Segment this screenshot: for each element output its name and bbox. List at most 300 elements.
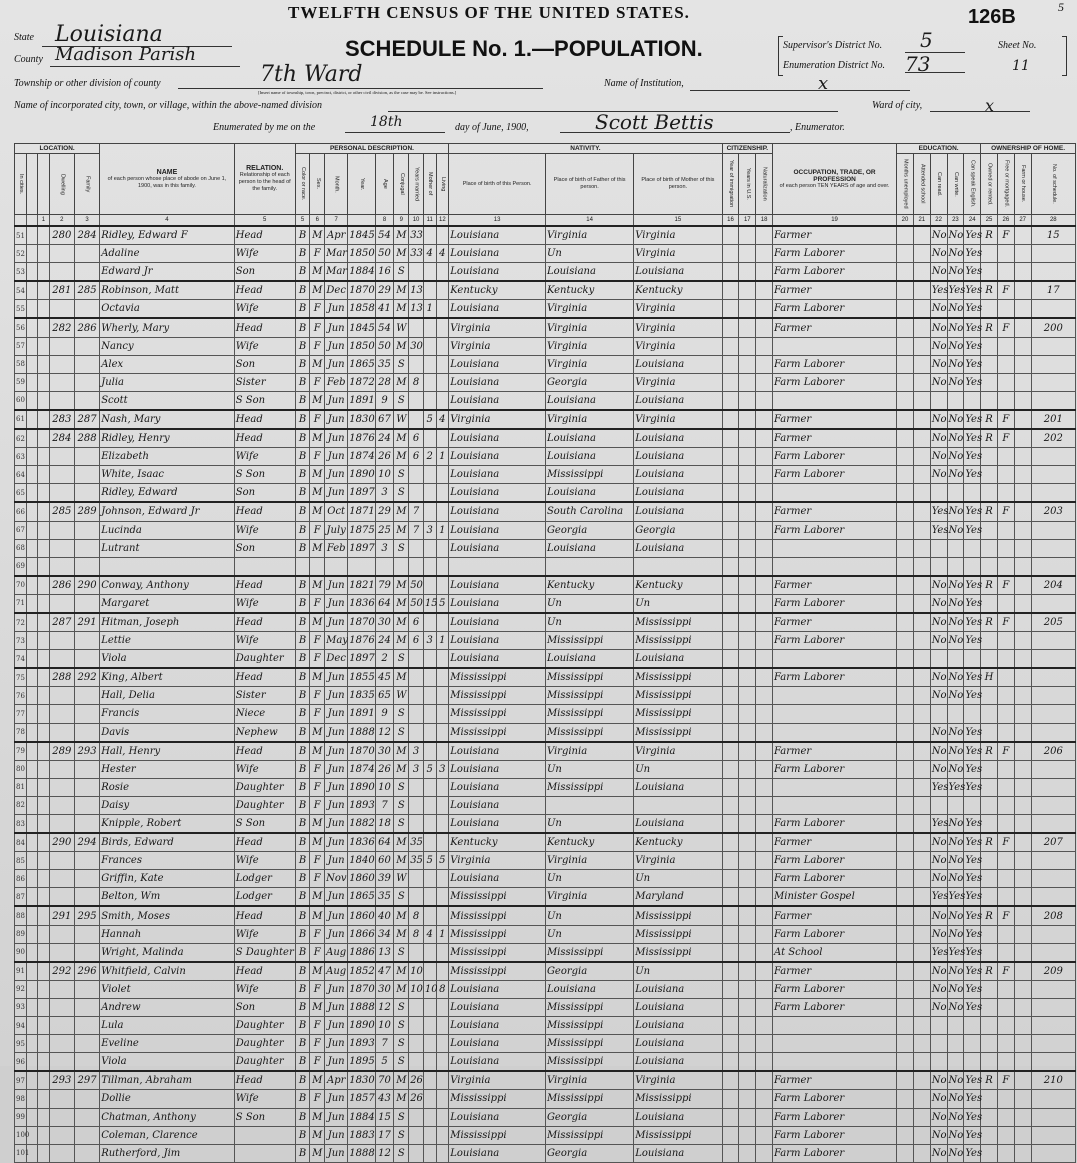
birthplace: Mississippi <box>449 687 546 705</box>
group-education: EDUCATION. <box>897 144 981 154</box>
empty-cell <box>1014 888 1031 907</box>
empty-cell <box>756 815 773 834</box>
conjugal: M <box>394 852 409 870</box>
father-birthplace: Georgia <box>545 521 633 539</box>
can-read: Yes <box>930 521 947 539</box>
mother-birthplace: Virginia <box>634 852 722 870</box>
can-read: No <box>930 632 947 650</box>
sex: F <box>310 300 325 319</box>
dwelling-number <box>49 448 74 466</box>
birth-month: Jun <box>325 705 348 723</box>
free-mortgaged <box>997 521 1014 539</box>
birth-month: Aug <box>325 943 348 962</box>
free-mortgaged: F <box>997 502 1014 521</box>
empty-cell <box>897 650 914 669</box>
speaks-english <box>964 539 981 557</box>
speaks-english: Yes <box>964 448 981 466</box>
line-number: 91 <box>15 962 27 981</box>
empty-cell <box>38 1053 50 1072</box>
birth-month: Jun <box>325 429 348 448</box>
family-number: 286 <box>74 318 99 337</box>
birthplace: Mississippi <box>449 705 546 723</box>
occupation: Farmer <box>773 576 897 595</box>
age: 35 <box>375 355 394 373</box>
empty-cell <box>26 668 38 687</box>
person-name: Alex <box>100 355 235 373</box>
birth-year: 1886 <box>348 943 375 962</box>
can-read: Yes <box>930 815 947 834</box>
empty-cell <box>913 594 930 613</box>
conjugal: S <box>394 355 409 373</box>
empty-cell <box>38 318 50 337</box>
col-month: Month. <box>325 154 348 215</box>
age: 70 <box>375 1071 394 1090</box>
dwelling-number <box>49 373 74 391</box>
can-write: No <box>947 925 964 943</box>
can-write: No <box>947 245 964 263</box>
column-number: 3 <box>74 215 99 227</box>
schedule-number <box>1031 632 1075 650</box>
sex: M <box>310 962 325 981</box>
relation: Sister <box>234 373 295 391</box>
children-living: 1 <box>436 521 449 539</box>
can-write: No <box>947 502 964 521</box>
empty-cell <box>897 263 914 282</box>
empty-cell <box>1014 410 1031 429</box>
birth-year: 1876 <box>348 632 375 650</box>
birth-year: 1893 <box>348 1035 375 1053</box>
age: 79 <box>375 576 394 595</box>
age: 41 <box>375 300 394 319</box>
mother-birthplace: Louisiana <box>634 1035 722 1053</box>
empty-cell <box>26 373 38 391</box>
mother-birthplace: Virginia <box>634 226 722 245</box>
dwelling-number <box>49 888 74 907</box>
mother-of <box>423 742 436 761</box>
person-name: Wherly, Mary <box>100 318 235 337</box>
col-family: Family <box>74 154 99 215</box>
birthplace: Mississippi <box>449 668 546 687</box>
owned-rented: R <box>981 833 998 852</box>
conjugal: W <box>394 870 409 888</box>
empty-cell <box>1014 943 1031 962</box>
birth-month: July <box>325 521 348 539</box>
column-number: 9 <box>394 215 409 227</box>
can-read <box>930 1017 947 1035</box>
empty-cell <box>913 466 930 484</box>
mother-of <box>423 373 436 391</box>
birthplace: Virginia <box>449 1071 546 1090</box>
column-number: 10 <box>409 215 424 227</box>
owned-rented <box>981 998 998 1016</box>
empty-cell <box>38 687 50 705</box>
can-read: No <box>930 1090 947 1108</box>
free-mortgaged <box>997 668 1014 687</box>
age: 3 <box>375 484 394 503</box>
occupation: Farmer <box>773 1071 897 1090</box>
occupation: Farm Laborer <box>773 632 897 650</box>
birthplace: Virginia <box>449 318 546 337</box>
owned-rented <box>981 723 998 742</box>
line-number: 57 <box>15 337 27 355</box>
can-read <box>930 484 947 503</box>
birth-year: 1895 <box>348 1053 375 1072</box>
children-living <box>436 962 449 981</box>
occupation <box>773 1035 897 1053</box>
line-number: 73 <box>15 632 27 650</box>
can-read <box>930 1035 947 1053</box>
children-living <box>436 1017 449 1035</box>
owned-rented <box>981 705 998 723</box>
can-write: No <box>947 355 964 373</box>
empty-cell <box>897 962 914 981</box>
column-number: 28 <box>1031 215 1075 227</box>
empty-cell <box>739 888 756 907</box>
sex: M <box>310 906 325 925</box>
family-number <box>74 373 99 391</box>
occupation <box>773 391 897 410</box>
age: 25 <box>375 521 394 539</box>
father-birthplace: Un <box>545 613 633 632</box>
color: B <box>295 888 310 907</box>
can-read <box>930 796 947 814</box>
empty-cell <box>756 539 773 557</box>
col-write: Can write. <box>947 154 964 215</box>
speaks-english <box>964 557 981 576</box>
schedule-number <box>1031 1126 1075 1144</box>
empty-cell <box>722 429 739 448</box>
mother-of <box>423 613 436 632</box>
speaks-english: Yes <box>964 723 981 742</box>
years-married: 10 <box>409 980 424 998</box>
birth-month: Jun <box>325 1126 348 1144</box>
empty-cell <box>913 1035 930 1053</box>
empty-cell <box>913 925 930 943</box>
can-write: Yes <box>947 281 964 300</box>
birth-month: Jun <box>325 980 348 998</box>
empty-cell <box>38 576 50 595</box>
empty-cell <box>1014 1035 1031 1053</box>
occupation-instruction: of each person TEN YEARS of age and over. <box>779 182 890 189</box>
years-married <box>409 796 424 814</box>
person-name: Nash, Mary <box>100 410 235 429</box>
owned-rented <box>981 1126 998 1144</box>
color: B <box>295 650 310 669</box>
table-row <box>15 870 1076 888</box>
empty-cell <box>26 980 38 998</box>
children-living: 1 <box>436 925 449 943</box>
empty-cell <box>722 466 739 484</box>
empty-cell <box>38 466 50 484</box>
conjugal: S <box>394 723 409 742</box>
owned-rented <box>981 521 998 539</box>
empty-cell <box>722 300 739 319</box>
can-write: No <box>947 521 964 539</box>
conjugal: M <box>394 962 409 981</box>
schedule-number <box>1031 557 1075 576</box>
empty-cell <box>1014 448 1031 466</box>
speaks-english: Yes <box>964 1144 981 1162</box>
empty-cell <box>1014 998 1031 1016</box>
empty-cell <box>756 429 773 448</box>
birth-year: 1845 <box>348 318 375 337</box>
free-mortgaged <box>997 1035 1014 1053</box>
dwelling-number <box>49 723 74 742</box>
empty-cell <box>756 1108 773 1126</box>
empty-cell <box>756 796 773 814</box>
empty-cell <box>26 245 38 263</box>
mother-birthplace: Virginia <box>634 373 722 391</box>
years-married <box>409 557 424 576</box>
can-read: No <box>930 410 947 429</box>
can-write: No <box>947 742 964 761</box>
empty-cell <box>739 557 756 576</box>
empty-cell <box>897 466 914 484</box>
mother-of <box>423 650 436 669</box>
occupation <box>773 796 897 814</box>
group-personal: PERSONAL DESCRIPTION. <box>295 144 449 154</box>
schedule-number: 200 <box>1031 318 1075 337</box>
mother-birthplace: Kentucky <box>634 833 722 852</box>
can-read: No <box>930 245 947 263</box>
family-number: 289 <box>74 502 99 521</box>
empty-cell <box>722 448 739 466</box>
mother-birthplace: Louisiana <box>634 1108 722 1126</box>
empty-cell <box>756 521 773 539</box>
column-number: 13 <box>449 215 546 227</box>
relation: S Son <box>234 466 295 484</box>
can-read <box>930 650 947 669</box>
can-write: No <box>947 1108 964 1126</box>
mother-birthplace: Louisiana <box>634 502 722 521</box>
empty-cell <box>756 594 773 613</box>
empty-cell <box>897 1035 914 1053</box>
age: 10 <box>375 778 394 796</box>
sex: F <box>310 245 325 263</box>
person-name: Griffin, Kate <box>100 870 235 888</box>
empty-cell <box>722 650 739 669</box>
free-mortgaged <box>997 998 1014 1016</box>
owned-rented <box>981 245 998 263</box>
speaks-english: Yes <box>964 226 981 245</box>
empty-cell <box>1014 742 1031 761</box>
empty-cell <box>38 613 50 632</box>
father-birthplace: Kentucky <box>545 576 633 595</box>
schedule-number <box>1031 943 1075 962</box>
owned-rented: R <box>981 281 998 300</box>
owned-rented <box>981 687 998 705</box>
birthplace: Louisiana <box>449 815 546 834</box>
free-mortgaged: F <box>997 281 1014 300</box>
empty-cell <box>1014 539 1031 557</box>
family-number <box>74 355 99 373</box>
free-mortgaged <box>997 355 1014 373</box>
birthplace: Virginia <box>449 852 546 870</box>
family-number <box>74 998 99 1016</box>
empty-cell <box>739 962 756 981</box>
color: B <box>295 484 310 503</box>
years-married <box>409 391 424 410</box>
empty-cell <box>913 705 930 723</box>
birth-year: 1835 <box>348 687 375 705</box>
table-row <box>15 226 1076 245</box>
speaks-english: Yes <box>964 594 981 613</box>
empty-cell <box>1014 484 1031 503</box>
empty-cell <box>1014 429 1031 448</box>
ward-value: x <box>985 96 995 115</box>
owned-rented <box>981 373 998 391</box>
free-mortgaged: F <box>997 833 1014 852</box>
father-birthplace: Mississippi <box>545 998 633 1016</box>
dwelling-number: 289 <box>49 742 74 761</box>
color: B <box>295 263 310 282</box>
empty-cell <box>38 760 50 778</box>
sex: M <box>310 613 325 632</box>
can-write <box>947 557 964 576</box>
empty-cell <box>756 245 773 263</box>
empty-cell <box>897 742 914 761</box>
owned-rented: R <box>981 742 998 761</box>
empty-cell <box>739 705 756 723</box>
person-name: Edward Jr <box>100 263 235 282</box>
table-row <box>15 796 1076 814</box>
empty-cell <box>913 226 930 245</box>
relation: Head <box>234 668 295 687</box>
empty-cell <box>756 888 773 907</box>
can-read: No <box>930 576 947 595</box>
empty-cell <box>1014 300 1031 319</box>
supervisor-value: 5 <box>920 28 933 52</box>
empty-cell <box>897 539 914 557</box>
sex: F <box>310 705 325 723</box>
father-birthplace: Mississippi <box>545 466 633 484</box>
mother-birthplace <box>634 796 722 814</box>
birth-year: 1884 <box>348 1108 375 1126</box>
can-read: No <box>930 833 947 852</box>
occupation: Farmer <box>773 906 897 925</box>
children-living <box>436 998 449 1016</box>
empty-cell <box>897 391 914 410</box>
sex: F <box>310 778 325 796</box>
schedule-number: 204 <box>1031 576 1075 595</box>
empty-cell <box>1014 833 1031 852</box>
dwelling-number: 282 <box>49 318 74 337</box>
empty-cell <box>913 723 930 742</box>
empty-cell <box>897 502 914 521</box>
person-name: Whitfield, Calvin <box>100 962 235 981</box>
birth-month: Jun <box>325 742 348 761</box>
owned-rented <box>981 943 998 962</box>
owned-rented <box>981 391 998 410</box>
birth-year: 1897 <box>348 484 375 503</box>
person-name: Smith, Moses <box>100 906 235 925</box>
schedule-number: 205 <box>1031 613 1075 632</box>
enumerated-prefix: Enumerated by me on the <box>213 122 316 133</box>
years-married: 10 <box>409 962 424 981</box>
speaks-english: Yes <box>964 263 981 282</box>
free-mortgaged: F <box>997 410 1014 429</box>
empty-cell <box>26 723 38 742</box>
column-number-row <box>15 215 1076 227</box>
empty-cell <box>1014 760 1031 778</box>
family-number <box>74 448 99 466</box>
family-number: 285 <box>74 281 99 300</box>
birth-year: 1874 <box>348 760 375 778</box>
owned-rented <box>981 355 998 373</box>
schedule-number <box>1031 980 1075 998</box>
birthplace: Louisiana <box>449 373 546 391</box>
empty-cell <box>38 263 50 282</box>
occupation <box>773 337 897 355</box>
birth-month: Jun <box>325 484 348 503</box>
speaks-english: Yes <box>964 466 981 484</box>
free-mortgaged <box>997 337 1014 355</box>
relation: Son <box>234 539 295 557</box>
family-number: 293 <box>74 742 99 761</box>
line-number: 79 <box>15 742 27 761</box>
birth-year: 1860 <box>348 906 375 925</box>
children-living <box>436 484 449 503</box>
mother-of <box>423 281 436 300</box>
father-birthplace: Georgia <box>545 373 633 391</box>
col-living: Living <box>436 154 449 215</box>
color: B <box>295 576 310 595</box>
age: 12 <box>375 998 394 1016</box>
free-mortgaged <box>997 245 1014 263</box>
owned-rented <box>981 1017 998 1035</box>
children-living <box>436 281 449 300</box>
col-sex: Sex. <box>310 154 325 215</box>
empty-cell <box>756 833 773 852</box>
line-number: 80 <box>15 760 27 778</box>
table-row <box>15 687 1076 705</box>
family-number <box>74 1108 99 1126</box>
enumeration-label: Enumeration District No. <box>783 60 885 71</box>
table-row <box>15 705 1076 723</box>
children-living <box>436 263 449 282</box>
birthplace: Kentucky <box>449 281 546 300</box>
table-row <box>15 888 1076 907</box>
schedule-number <box>1031 687 1075 705</box>
free-mortgaged: F <box>997 906 1014 925</box>
empty-cell <box>38 796 50 814</box>
empty-cell <box>756 852 773 870</box>
years-married <box>409 998 424 1016</box>
empty-cell <box>913 870 930 888</box>
line-number: 74 <box>15 650 27 669</box>
empty-cell <box>897 484 914 503</box>
mother-of: 4 <box>423 925 436 943</box>
table-row <box>15 632 1076 650</box>
empty-cell <box>722 943 739 962</box>
empty-cell <box>1014 1071 1031 1090</box>
father-birthplace: Mississippi <box>545 943 633 962</box>
owned-rented <box>981 263 998 282</box>
sex: M <box>310 539 325 557</box>
col-mother-of: Mother of <box>423 154 436 215</box>
father-birthplace: Mississippi <box>545 723 633 742</box>
empty-cell <box>722 502 739 521</box>
table-row <box>15 998 1076 1016</box>
empty-cell <box>722 1053 739 1072</box>
speaks-english: Yes <box>964 668 981 687</box>
schedule-number <box>1031 1108 1075 1126</box>
col-age: Age <box>375 154 394 215</box>
speaks-english: Yes <box>964 521 981 539</box>
line-number: 64 <box>15 466 27 484</box>
empty-cell <box>913 1144 930 1162</box>
mother-of: 3 <box>423 632 436 650</box>
